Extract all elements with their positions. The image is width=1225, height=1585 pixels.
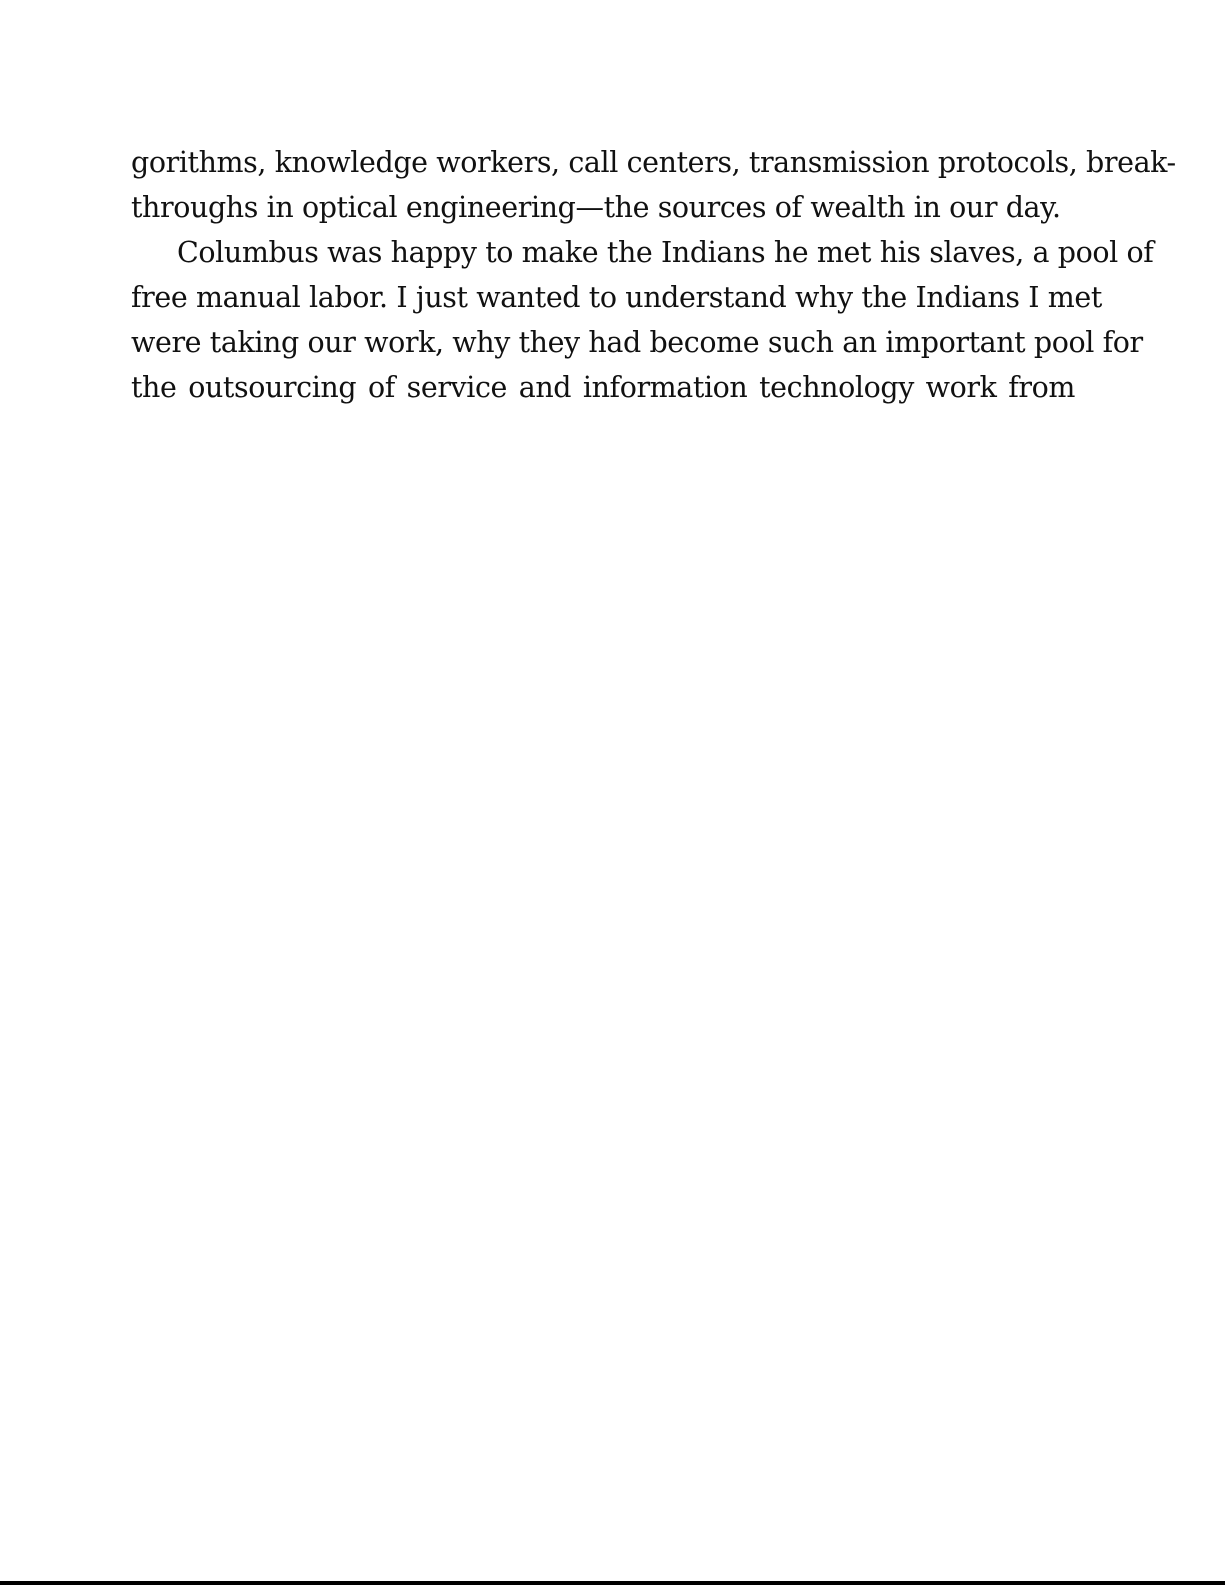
body-text [131, 140, 1176, 410]
text-line: gorithms, knowledge workers, call centers, transmission protocols, break- [131, 146, 1176, 179]
text-line: throughs in optical engineering—the sources of wealth in our day. [131, 191, 1061, 224]
text-line: Columbus was happy to make the Indians he met his slaves, a pool of [177, 236, 1154, 269]
text-line: free manual labor. I just wanted to understand why the Indians I met [131, 281, 1102, 314]
page-bottom-border [0, 1581, 1225, 1585]
text-line: were taking our work, why they had become such an important pool for [131, 326, 1143, 359]
text-line: the outsourcing of service and information technology work from [131, 371, 1075, 404]
paragraph-1 [131, 140, 1176, 230]
paragraph-2 [131, 230, 1154, 410]
